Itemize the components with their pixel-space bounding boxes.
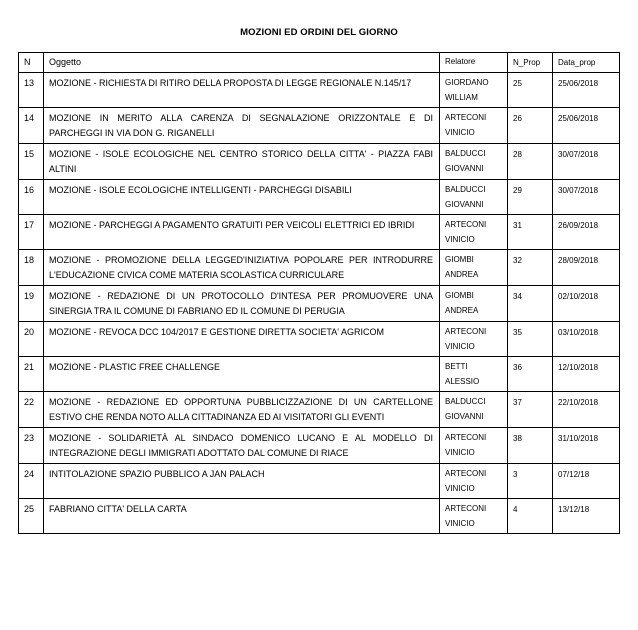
relatore-name-part: BALDUCCI [445, 149, 486, 158]
cell-data-prop: 12/10/2018 [553, 357, 620, 392]
table-header-row [19, 53, 620, 73]
relatore-name-part: ANDREA [445, 305, 479, 315]
cell-n-prop: 37 [508, 392, 553, 428]
cell-n: 17 [19, 215, 44, 250]
cell-relatore [440, 322, 508, 357]
cell-relatore [440, 180, 508, 215]
cell-relatore [440, 357, 508, 392]
table-row [19, 215, 620, 250]
relatore-name-part: VINICIO [445, 127, 475, 137]
relatore-name-part: VINICIO [445, 234, 475, 244]
cell-data-prop: 28/09/2018 [553, 250, 620, 286]
cell-relatore [440, 144, 508, 180]
cell-data-prop: 26/09/2018 [553, 215, 620, 250]
relatore-name-part: ALESSIO [445, 376, 480, 386]
cell-relatore [440, 499, 508, 534]
cell-data-prop: 25/06/2018 [553, 108, 620, 144]
cell-n: 24 [19, 464, 44, 499]
table-row [19, 499, 620, 534]
cell-data-prop: 31/10/2018 [553, 428, 620, 464]
table-row [19, 464, 620, 499]
table-row [19, 322, 620, 357]
cell-data-prop: 25/06/2018 [553, 73, 620, 108]
cell-n-prop: 38 [508, 428, 553, 464]
table-row [19, 428, 620, 464]
cell-data-prop: 30/07/2018 [553, 180, 620, 215]
cell-n-prop: 32 [508, 250, 553, 286]
relatore-name-part: ANDREA [445, 269, 479, 279]
cell-n-prop: 34 [508, 286, 553, 322]
cell-oggetto: MOZIONE IN MERITO ALLA CARENZA DI SEGNALAZIONE ORIZZONTALE E DI PARCHEGGI IN VIA DON G. RIGANELLI [44, 108, 440, 144]
relatore-name-part: ARTECONI [445, 220, 487, 229]
cell-n-prop: 25 [508, 73, 553, 108]
relatore-name-part: ARTECONI [445, 469, 487, 478]
table-row [19, 357, 620, 392]
cell-data-prop: 03/10/2018 [553, 322, 620, 357]
cell-relatore [440, 250, 508, 286]
cell-n: 14 [19, 108, 44, 144]
relatore-name-part: ARTECONI [445, 504, 487, 513]
cell-n-prop: 3 [508, 464, 553, 499]
cell-oggetto: INTITOLAZIONE SPAZIO PUBBLICO A JAN PALACH [44, 464, 440, 499]
cell-n: 15 [19, 144, 44, 180]
cell-relatore [440, 286, 508, 322]
cell-n-prop: 31 [508, 215, 553, 250]
column-header-data-prop: Data_prop [553, 53, 620, 73]
relatore-name-part: WILLIAM [445, 92, 478, 102]
cell-n: 21 [19, 357, 44, 392]
cell-n-prop: 26 [508, 108, 553, 144]
cell-data-prop: 07/12/18 [553, 464, 620, 499]
cell-n-prop: 36 [508, 357, 553, 392]
document-title: MOZIONI ED ORDINI DEL GIORNO [240, 27, 398, 38]
cell-relatore [440, 464, 508, 499]
table-row [19, 180, 620, 215]
column-header-relatore: Relatore [440, 53, 508, 73]
cell-n-prop: 29 [508, 180, 553, 215]
cell-oggetto: MOZIONE - REDAZIONE ED OPPORTUNA PUBBLICIZZAZIONE DI UN CARTELLONE ESTIVO CHE RENDA NOTO ALLA CITTADINANZA ED AI VISITATORI GLI EVENTI [44, 392, 440, 428]
cell-oggetto: MOZIONE - PROMOZIONE DELLA LEGGED'INIZIATIVA POPOLARE PER INTRODURRE L'EDUCAZIONE CIVICA COME MATERIA SCOLASTICA CURRICULARE [44, 250, 440, 286]
cell-relatore [440, 73, 508, 108]
relatore-name-part: GIORDANO [445, 78, 489, 87]
cell-n: 19 [19, 286, 44, 322]
relatore-name-part: GIOMBI [445, 255, 474, 264]
relatore-name-part: ARTECONI [445, 327, 487, 336]
cell-n: 13 [19, 73, 44, 108]
cell-n: 23 [19, 428, 44, 464]
relatore-name-part: BETTI [445, 362, 468, 371]
mozioni-table [18, 52, 620, 534]
relatore-name-part: GIOMBI [445, 291, 474, 300]
cell-relatore [440, 108, 508, 144]
column-header-oggetto: Oggetto [44, 53, 440, 73]
cell-data-prop: 22/10/2018 [553, 392, 620, 428]
table-row [19, 392, 620, 428]
table-body [19, 73, 620, 534]
cell-oggetto: MOZIONE - PLASTIC FREE CHALLENGE [44, 357, 440, 392]
cell-oggetto: MOZIONE - RICHIESTA DI RITIRO DELLA PROPOSTA DI LEGGE REGIONALE N.145/17 [44, 73, 440, 108]
cell-data-prop: 30/07/2018 [553, 144, 620, 180]
relatore-name-part: VINICIO [445, 447, 475, 457]
relatore-name-part: BALDUCCI [445, 397, 486, 406]
table-row [19, 144, 620, 180]
relatore-name-part: VINICIO [445, 483, 475, 493]
cell-n: 18 [19, 250, 44, 286]
cell-n: 22 [19, 392, 44, 428]
cell-oggetto: FABRIANO CITTA' DELLA CARTA [44, 499, 440, 534]
table-row [19, 73, 620, 108]
cell-relatore [440, 428, 508, 464]
cell-n: 20 [19, 322, 44, 357]
cell-data-prop: 02/10/2018 [553, 286, 620, 322]
table-row [19, 108, 620, 144]
cell-relatore [440, 215, 508, 250]
cell-oggetto: MOZIONE - SOLIDARIETÀ AL SINDACO DOMENICO LUCANO E AL MODELLO DI INTEGRAZIONE DEGLI IMMIGRATI ADOTTATO DAL COMUNE DI RIACE [44, 428, 440, 464]
column-header-n-prop: N_Prop [508, 53, 553, 73]
cell-oggetto: MOZIONE - REDAZIONE DI UN PROTOCOLLO D'INTESA PER PROMUOVERE UNA SINERGIA TRA IL COMUNE DI FABRIANO ED IL COMUNE DI PERUGIA [44, 286, 440, 322]
relatore-name-part: GIOVANNI [445, 163, 484, 173]
relatore-name-part: GIOVANNI [445, 411, 484, 421]
relatore-name-part: VINICIO [445, 518, 475, 528]
column-header-n: N [19, 53, 44, 73]
relatore-name-part: BALDUCCI [445, 185, 486, 194]
cell-oggetto: MOZIONE - ISOLE ECOLOGICHE INTELLIGENTI - PARCHEGGI DISABILI [44, 180, 440, 215]
relatore-name-part: GIOVANNI [445, 199, 484, 209]
relatore-name-part: VINICIO [445, 341, 475, 351]
cell-data-prop: 13/12/18 [553, 499, 620, 534]
cell-oggetto: MOZIONE - ISOLE ECOLOGICHE NEL CENTRO STORICO DELLA CITTA' - PIAZZA FABI ALTINI [44, 144, 440, 180]
relatore-name-part: ARTECONI [445, 113, 487, 122]
cell-oggetto: MOZIONE - PARCHEGGI A PAGAMENTO GRATUITI PER VEICOLI ELETTRICI ED IBRIDI [44, 215, 440, 250]
table-row [19, 286, 620, 322]
cell-n-prop: 35 [508, 322, 553, 357]
cell-oggetto: MOZIONE - REVOCA DCC 104/2017 E GESTIONE DIRETTA SOCIETA' AGRICOM [44, 322, 440, 357]
relatore-name-part: ARTECONI [445, 433, 487, 442]
cell-n-prop: 28 [508, 144, 553, 180]
table-row [19, 250, 620, 286]
cell-n: 16 [19, 180, 44, 215]
cell-n-prop: 4 [508, 499, 553, 534]
cell-relatore [440, 392, 508, 428]
cell-n: 25 [19, 499, 44, 534]
